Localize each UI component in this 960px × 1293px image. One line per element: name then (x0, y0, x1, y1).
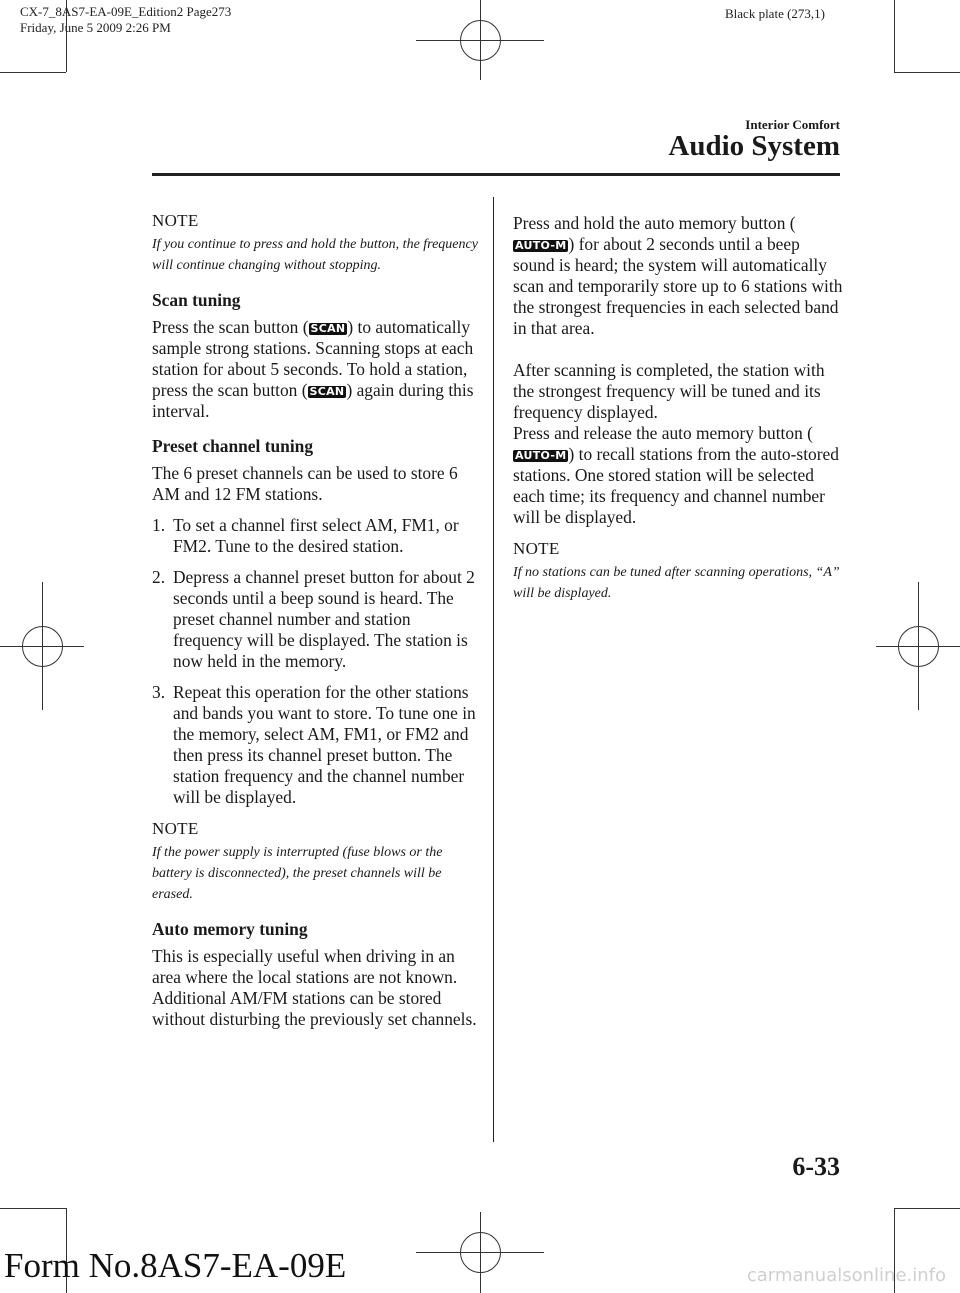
watermark: carmanualsonline.info (746, 1265, 946, 1286)
page-title: Audio System (668, 130, 840, 162)
preset-paragraph: The 6 preset channels can be used to store 6 AM and 12 FM stations. (152, 463, 458, 504)
heading-auto-memory-tuning: Auto memory tuning (152, 919, 308, 939)
auto-m-button-icon: AUTO-M (515, 239, 567, 252)
scan-button-icon: SCAN (310, 322, 346, 335)
after-scan-paragraph: After scanning is completed, the station with the strongest frequency will be tuned and its frequency displayed. (513, 360, 825, 422)
print-info-file: CX-7_8AS7-EA-09E_Edition2 Page273 (20, 4, 232, 19)
section-label: Interior Comfort (745, 117, 840, 132)
list-item: 3. Repeat this operation for the other stations and bands you want to store. To tune one in the memory, select AM, FM1, or FM2 and then press its channel preset button. The station frequency and the channel number will be displayed. (152, 682, 476, 807)
left-column (152, 210, 482, 1040)
list-item: 1. To set a channel first select AM, FM1, or FM2. Tune to the desired station. (152, 515, 459, 556)
column-divider (493, 197, 494, 1142)
list-item: 2. Depress a channel preset button for about 2 seconds until a beep sound is heard. The preset channel number and station frequency will be displayed. The station is now held in the memory. (152, 567, 475, 671)
page-number: 6-33 (792, 1152, 840, 1181)
scan-button-icon: SCAN (309, 385, 345, 398)
preset-steps (152, 515, 482, 808)
print-info-date: Friday, June 5 2009 2:26 PM (20, 20, 171, 35)
scan-paragraph: Press the scan button ( SCAN ) to automatically sample strong stations. Scanning stops at each station for about 5 seconds. To hold a station, press the scan button ( SCAN ) again during this interval. (152, 317, 474, 421)
note-title: NOTE (152, 211, 199, 230)
recall-paragraph: Press and release the auto memory button (AUTO-M ) to recall stations from the auto-stored stations. One stored station will be selected each time; its frequency and channel number will be displayed. (513, 423, 839, 527)
header-rule (152, 173, 840, 176)
note-title: NOTE (152, 819, 199, 838)
form-number: Form No.8AS7-EA-09E (4, 1246, 347, 1285)
note-text: If no stations can be tuned after scanning operations, “A” will be displayed. (513, 565, 840, 601)
auto-memory-store-paragraph: Press and hold the auto memory button (AUTO-M ) for about 2 seconds until a beep sound is heard; the system will automatically scan and temporarily store up to 6 stations with the strongest frequencies in each selected band in that area. (513, 213, 843, 338)
heading-scan-tuning: Scan tuning (152, 290, 241, 310)
right-column (513, 213, 843, 614)
plate-info: Black plate (273,1) (725, 6, 825, 21)
heading-preset-tuning: Preset channel tuning (152, 436, 314, 456)
note-text: If the power supply is interrupted (fuse blows or the battery is disconnected), the preset channels will be erased. (152, 845, 443, 902)
note-title: NOTE (513, 539, 560, 558)
print-info (20, 4, 231, 36)
auto-memory-paragraph: This is especially useful when driving in an area where the local stations are not known. Additional AM/FM stations can be stored without disturbing the previously set channels. (152, 946, 477, 1029)
auto-m-button-icon: AUTO-M (515, 449, 567, 462)
note-text: If you continue to press and hold the button, the frequency will continue changing without stopping. (152, 237, 478, 273)
